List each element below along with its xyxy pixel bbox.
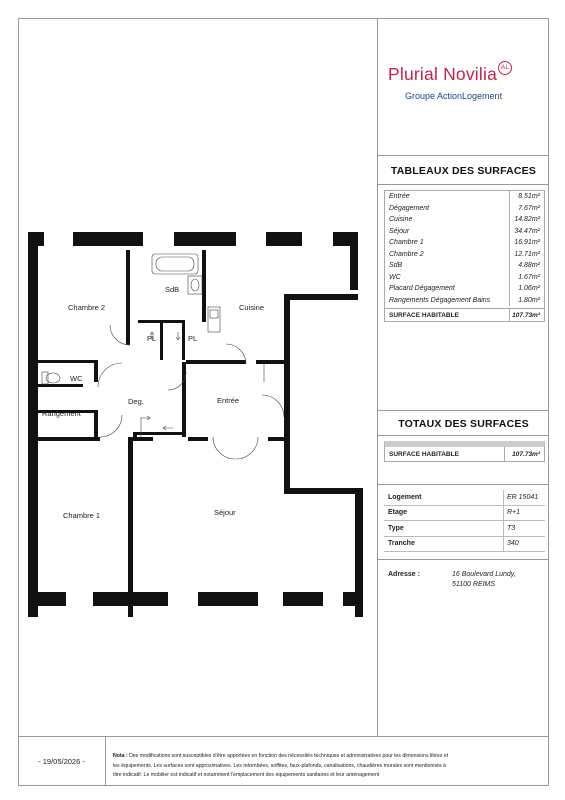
info-row	[384, 537, 545, 553]
surface-label: Chambre 2	[389, 250, 424, 258]
info-row	[384, 490, 545, 506]
surface-row	[385, 203, 544, 215]
surface-label: WC	[389, 273, 401, 281]
address-line2: 51100 REIMS	[452, 581, 496, 588]
room-sdb: SdB	[165, 285, 180, 294]
section-line	[378, 184, 549, 185]
room-deg: Deg.	[128, 397, 144, 406]
info-value: 340	[503, 537, 545, 552]
surface-value: 34.47m²	[509, 226, 544, 238]
room-sejour: Séjour	[214, 508, 236, 517]
footer-note-prefix: Nota :	[113, 753, 128, 759]
floor-plan	[28, 232, 363, 617]
logo-group: Groupe ActionLogement	[405, 91, 503, 101]
info-label: Type	[388, 524, 404, 532]
surface-row	[385, 214, 544, 226]
surface-value: 1.06m²	[509, 283, 544, 295]
surface-value: 12.71m²	[509, 249, 544, 261]
info-row	[384, 521, 545, 537]
surface-value: 1.80m²	[509, 295, 544, 307]
footer-note-line2: les équipements. Les surfaces sont approximatives. Les retombées, soffites, faux-plafonds, canalisations, chaudières murales sont mentionnés à	[113, 762, 446, 769]
surfaces-total-label: SURFACE HABITABLE	[389, 311, 459, 319]
surface-row	[385, 283, 544, 295]
section-line	[378, 484, 549, 485]
surface-label: Séjour	[389, 227, 410, 235]
surface-value: 4.88m²	[509, 260, 544, 272]
totals-table	[384, 441, 545, 462]
surface-label: Dégagement	[389, 204, 430, 212]
surface-value: 7.67m²	[509, 203, 544, 215]
address	[452, 570, 516, 590]
surface-row	[385, 272, 544, 284]
room-pl1: PL	[147, 334, 157, 343]
room-chambre2: Chambre 2	[68, 303, 106, 312]
surface-value: 14.82m²	[509, 214, 544, 226]
totals-label: SURFACE HABITABLE	[389, 450, 459, 458]
footer-date: - 19/05/2026 -	[38, 757, 85, 766]
room-chambre1: Chambre 1	[63, 511, 101, 520]
room-entree: Entrée	[217, 396, 240, 405]
surface-row	[385, 226, 544, 238]
surface-row	[385, 191, 544, 203]
surface-label: Entrée	[389, 193, 410, 201]
surface-row	[385, 249, 544, 261]
footer-divider	[18, 736, 549, 737]
info-table	[384, 490, 545, 552]
logo-brand-text: Plurial Novilia	[388, 64, 498, 84]
info-label: Logement	[388, 493, 422, 501]
address-line1: 16 Boulevard Lundy,	[452, 571, 516, 578]
surface-row	[385, 260, 544, 272]
totals-value: 107.73m²	[504, 447, 544, 461]
surface-label: Rangements Dégagement Bains	[389, 296, 491, 304]
section-line	[378, 559, 549, 560]
surfaces-total-value: 107.73m²	[509, 309, 544, 321]
footer-note-line3: titre indicatif. Le mobilier est indicatif et notamment l'emplacement des équipements sanitaires et leur aménagement	[113, 772, 380, 778]
surface-value: 1.67m²	[509, 272, 544, 284]
room-cuisine: Cuisine	[239, 303, 265, 312]
footer-note-line1: Des modifications sont susceptibles d'être apportées en fonction des nécessités techniques et administratives pour les dimensions libres et	[127, 753, 449, 759]
surface-label: Placard Dégagement	[389, 285, 455, 293]
room-rangement: Rangement	[42, 409, 81, 418]
surface-value: 16.91m²	[509, 237, 544, 249]
surfaces-table	[384, 190, 545, 322]
surface-row	[385, 237, 544, 249]
surface-label: SdB	[389, 262, 403, 270]
info-value: ER 15041	[503, 490, 545, 505]
surface-label: Cuisine	[389, 216, 413, 224]
room-wc: WC	[70, 374, 83, 383]
info-row	[384, 506, 545, 522]
address-label: Adresse :	[388, 571, 420, 578]
logo	[388, 64, 548, 101]
info-label: Etage	[388, 509, 408, 517]
sidebar-divider	[377, 18, 378, 736]
section-line	[378, 410, 549, 411]
surface-value: 8.51m²	[509, 191, 544, 203]
info-label: Tranche	[388, 540, 415, 548]
surfaces-title: TABLEAUX DES SURFACES	[390, 165, 537, 177]
footer-split	[105, 736, 106, 786]
logo-brand	[388, 64, 548, 85]
surface-label: Chambre 1	[389, 239, 424, 247]
surfaces-total-row	[385, 308, 544, 321]
plan-walls	[28, 232, 363, 617]
totals-row	[385, 447, 544, 461]
footer-note	[113, 752, 545, 781]
info-value: T3	[503, 521, 545, 536]
totals-title: TOTAUX DES SURFACES	[398, 418, 529, 430]
section-line	[378, 435, 549, 436]
surface-row	[385, 295, 544, 307]
info-value: R+1	[503, 506, 545, 521]
section-line	[378, 155, 549, 156]
logo-badge: AL	[498, 61, 512, 75]
room-pl2: PL	[188, 334, 198, 343]
